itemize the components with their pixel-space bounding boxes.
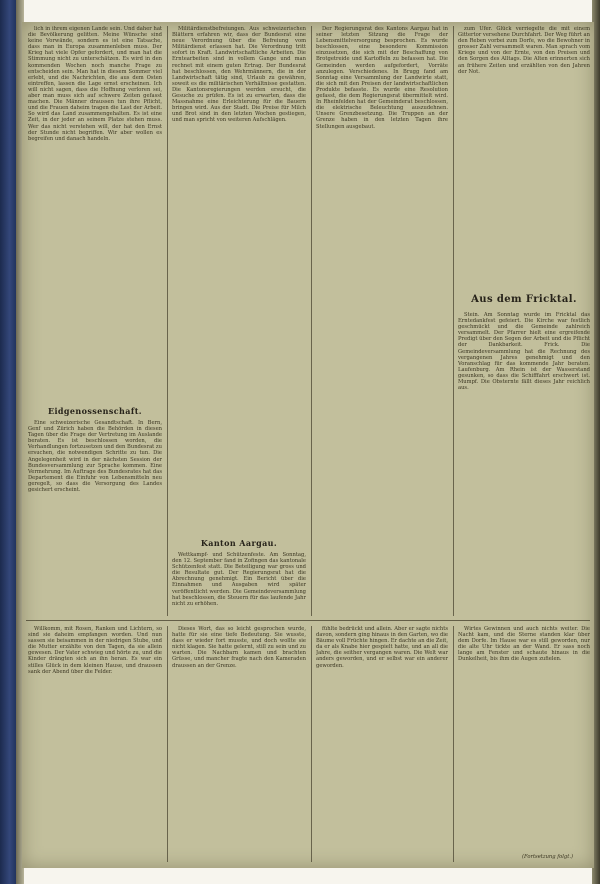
article-text: lich in ihrem eigenen Lande sein. Und daher hat die Bevölkerung gelitten. Meine Wünsche sind keine Vorwände, sondern es ist eine Tatsache, dass man in Europa zusammenleben muss. Der Krieg hat viele Opfer gefordert, und man hat die Stimmung nicht zu unterschätzen. Es wird in den kommenden Wochen noch manche Frage zu entscheiden sein. Man hat in diesem Sommer viel erlebt, und die Nachrichten, die aus dem Osten eintreffen, lassen die Lage ernst erscheinen. Ich will nicht sagen, dass die Hoffnung verloren sei, aber man muss sich auf schwere Zeiten gefasst machen. Die Männer draussen tun ihre Pflicht, und die Frauen daheim tragen die Last der Arbeit. So wird das Land zusammengehalten. Es ist eine Zeit, in der jeder an seinem Platze stehen muss. Wer das nicht verstehen will, der hat den Ernst der Stunde nicht begriffen. Wir aber wollen es begreifen und danach handeln. [28,26,162,142]
section-heading-aargau: Kanton Aargau. [200,538,278,548]
feuilleton-column-3 [316,626,448,862]
article-text: Wettkampf- und Schützenfeste. Am Sonntag, den 12. September fand in Zofingen das kantonale Schützenfest statt. Die Beteiligung war gross und die Resultate gut. Der Regierungsrat hat die Abrechnung genehmigt. Ein Bericht über die Einnahmen und Ausgaben wird später veröffentlicht werden. Die Gemeindeversammlung hat beschlossen, die Steuern für das laufende Jahr nicht zu erhöhen. [172,552,306,607]
article-text: Eine schweizerische Gesandtschaft. In Bern, Genf und Zürich haben die Behörden in diesen Tagen über die Frage der Vertretung im Auslande beraten. Es ist beschlossen worden, die Verhandlungen fortzusetzen und den Bundesrat zu ersuchen, die notwendigen Schritte zu tun. Die Angelegenheit wird in der nächsten Session der Bundesversammlung zur Sprache kommen. Eine Vermehrung. Im Auftrage des Bundesrates hat das Departement die Einfuhr von Lebensmitteln neu geregelt, so dass die Versorgung des Landes gesichert erscheint. [28,420,162,494]
article-column-2 [172,26,306,532]
column-rule [453,26,454,616]
feuilleton-column-1 [28,626,162,862]
story-text: Wirtes Gewinnen und auch nichts weiter. Die Nacht kam, und die Sterne standen klar über dem Dorfe. Im Hause war es still geworden, nur die alte Uhr tickte an der Wand. Er sass noch lange am Fenster und schaute hinaus in die Dunkelheit, bis ihm die Augen zufielen. [458,626,590,663]
column-rule [167,26,168,616]
column-rule [453,626,454,862]
column-rule [311,26,312,616]
column-rule [311,626,312,862]
story-text: Willkomm, mit Rosen, Ranken und Lichtern, so sind sie daheim empfangen worden. Und nun sassen sie beisammen in der niedrigen Stube, und die Mutter erzählte von den Tagen, da sie allein gewesen. Der Vater schwieg und hörte zu, und die Kinder drängten sich an ihn heran. Es war ein stilles Glück in dem kleinen Hause, und draussen sank der Abend über die Felder. [28,626,162,675]
article-column-3 [316,26,448,616]
newspaper-page [22,22,594,868]
article-column-1 [28,26,162,398]
article-column-1b [28,420,162,616]
story-text: fühlte bedrückt und allein. Aber er sagte nichts davon, sondern ging hinaus in den Garten, wo die Bäume voll Früchte hingen. Er dachte an die Zeit, da er als Knabe hier gespielt hatte, und an all die Jahre, die seither vergangen waren. Die Welt war anders geworden, und er selbst war ein anderer geworden. [316,626,448,669]
column-rule [167,626,168,862]
article-column-2b [172,552,306,616]
continuation-note: (Fortsetzung folgt.) [522,854,574,860]
article-text: zum Ufer. Glück verriegelte die mit einem Gittertor versehene Durchfahrt. Der Weg führt an den Reben vorbei zum Dorfe, wo die Bewohner in grosser Zahl versammelt waren. Man sprach vom Kriege und von der Ernte, von den Preisen und den Sorgen des Alltags. Die Alten erinnerten sich an frühere Zeiten und erzählten von den Jahren der Not. [458,26,590,75]
book-binding [0,0,16,884]
article-text: Der Regierungsrat des Kantons Aargau hat in seiner letzten Sitzung die Frage der Lebensmittelversorgung besprochen. Es wurde beschlossen, eine besondere Kommission einzusetzen, die sich mit der Beschaffung von Brotgetreide und Kartoffeln zu befassen hat. Die Gemeinden werden aufgefordert, Vorräte anzulegen. Verschiedenes. In Brugg fand am Sonntag eine Versammlung der Landwirte statt, die sich mit den Preisen der landwirtschaftlichen Produkte befasste. Es wurde eine Resolution gefasst, die dem Regierungsrat übermittelt wird. In Rheinfelden hat der Gemeinderat beschlossen, die elektrische Beleuchtung auszudehnen. Unsere Grenzbesetzung. Die Truppen an der Grenze haben in den letzten Tagen ihre Stellungen ausgebaut. [316,26,448,130]
article-column-4 [458,26,590,290]
feuilleton-column-4 [458,626,590,850]
feuilleton-divider [26,620,590,621]
article-text: Stein. Am Sonntag wurde im Fricktal das Erntedankfest gefeiert. Die Kirche war festlich geschmückt und die Gemeinde zahlreich versammelt. Der Pfarrer hielt eine ergreifende Predigt über den Segen der Arbeit und die Pflicht der Dankbarkeit. Frick. Die Gemeindeversammlung hat die Rechnung des vergangenen Jahres genehmigt und den Voranschlag für das kommende Jahr beraten. Laufenburg. Am Rhein ist der Wasserstand gesunken, so dass die Schifffahrt erschwert ist. Mumpf. Die Obsternte fällt dieses Jahr reichlich aus. [458,312,590,392]
story-text: Dieses Wort, das so leicht gesprochen wurde, hatte für sie eine tiefe Bedeutung. Sie wusste, dass er wieder fort musste, und doch wollte sie nicht klagen. Sie hatte gelernt, still zu sein und zu warten. Die Nachbarn kamen und brachten Grüsse, und mancher fragte nach den Kameraden draussen an der Grenze. [172,626,306,669]
article-text: Militärdienstbefreiungen. Aus schweizerischen Blättern erfahren wir, dass der Bundesrat eine neue Verordnung über die Befreiung vom Militärdienst erlassen hat. Die Verordnung tritt sofort in Kraft. Landwirtschaftliche Arbeiten. Die Erntearbeiten sind in vollem Gange und man rechnet mit einem guten Ertrag. Der Bundesrat hat beschlossen, den Wehrmännern, die in der Landwirtschaft tätig sind, Urlaub zu gewähren, soweit es die militärischen Verhältnisse gestatten. Die Kantonsregierungen werden ersucht, die Gesuche zu prüfen. Es ist zu erwarten, dass die Massnahme eine Erleichterung für die Bauern bringen wird. Aus der Stadt. Die Preise für Milch und Brot sind in den letzten Wochen gestiegen, und man spricht von weiteren Aufschlägen. [172,26,306,124]
article-column-4b [458,312,590,616]
feuilleton-column-2 [172,626,306,862]
section-heading-eidgenossenschaft: Eidgenossenschaft. [48,406,142,416]
section-heading-fricktal: Aus dem Fricktal. [471,294,577,305]
